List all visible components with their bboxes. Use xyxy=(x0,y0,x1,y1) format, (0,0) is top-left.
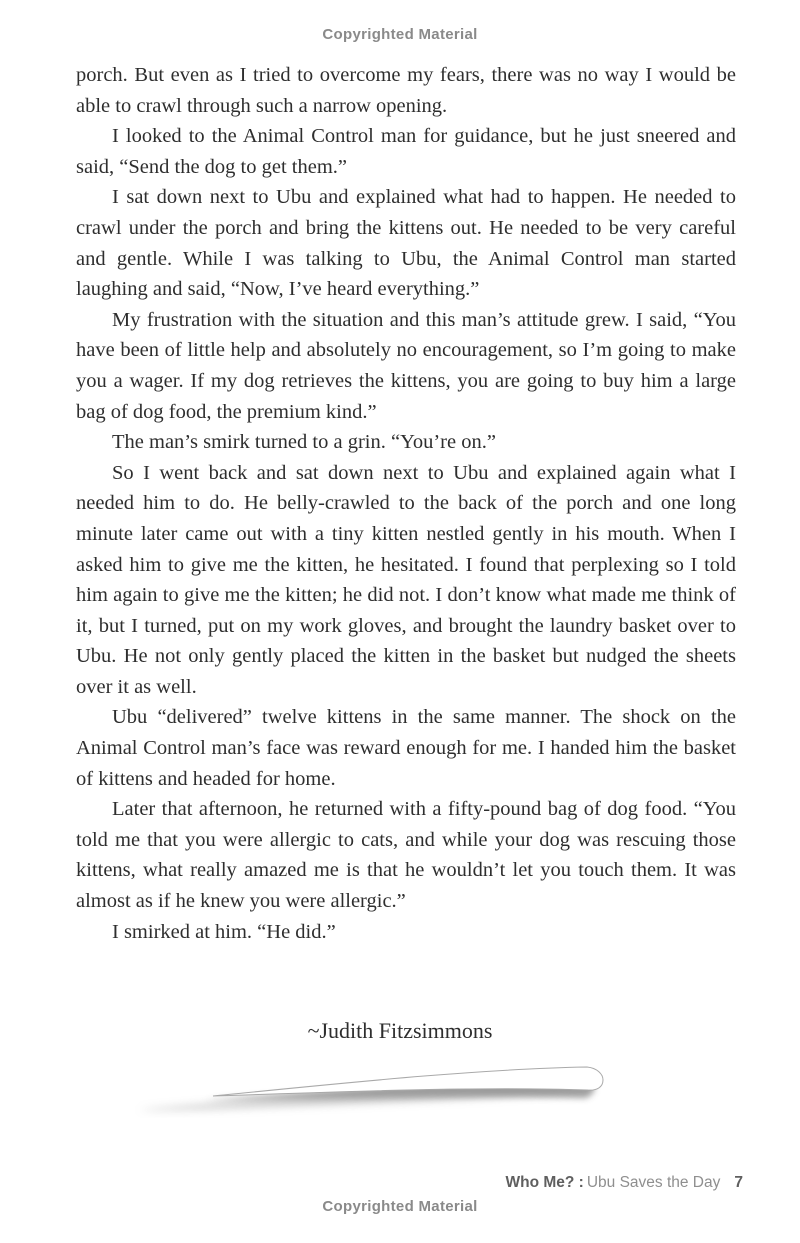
story-paragraph: Later that afternoon, he returned with a fifty-pound bag of dog food. “You told me that you were allergic to cats, and while your dog was rescuing those kittens, what really amazed me is that he wouldn’t let you touch them. It was almost as if he knew you were allergic.” xyxy=(76,798,736,913)
story-paragraph: I sat down next to Ubu and explained what had to happen. He needed to crawl under the porch and bring the kittens out. He needed to be very careful and gentle. While I was talking to Ubu, the Animal Control man started laughing and said, “Now, I’ve heard everything.” xyxy=(76,186,736,301)
copyright-notice-bottom: Copyrighted Material xyxy=(322,1198,478,1215)
story-paragraph: So I went back and sat down next to Ubu and explained again what I needed him to do. He belly-crawled to the back of the porch and one long minute later came out with a tiny kitten nestled gently in his mouth. When I asked him to give me the kitten, he hesitated. I found that perplexing so I told him again to give me the kitten; he did not. I don’t know what made me think of it, but I turned, put on my work gloves, and brought the laundry basket over to Ubu. He not only gently placed the kitten in the basket but nudged the sheets over it as well. xyxy=(76,461,736,698)
running-head-book-title: Who Me? : xyxy=(505,1174,584,1191)
story-text xyxy=(76,60,736,947)
story-paragraph: Ubu “delivered” twelve kittens in the same manner. The shock on the Animal Control man’s face was reward enough for me. I handed him the basket of kittens and headed for home. xyxy=(76,706,736,790)
swoosh-divider-graphic xyxy=(135,1060,640,1118)
story-paragraph: I smirked at him. “He did.” xyxy=(112,920,336,943)
running-head-chapter-title: Ubu Saves the Day xyxy=(586,1174,721,1191)
story-paragraph: The man’s smirk turned to a grin. “You’re on.” xyxy=(112,431,496,454)
author-attribution: ~Judith Fitzsimmons xyxy=(307,1018,493,1043)
story-paragraph: porch. But even as I tried to overcome my fears, there was no way I would be able to crawl through such a narrow opening. xyxy=(76,64,736,117)
running-head xyxy=(0,1174,743,1192)
swoosh-divider xyxy=(135,1060,640,1118)
page-number: 7 xyxy=(734,1174,743,1191)
copyright-notice-top: Copyrighted Material xyxy=(322,26,478,43)
story-paragraph: My frustration with the situation and this man’s attitude grew. I said, “You have been of little help and absolutely no encouragement, so I’m going to make you a wager. If my dog retrieves the kittens, you are going to buy him a large bag of dog food, the premium kind.” xyxy=(76,308,736,423)
story-paragraph: I looked to the Animal Control man for guidance, but he just sneered and said, “Send the dog to get them.” xyxy=(76,125,736,178)
